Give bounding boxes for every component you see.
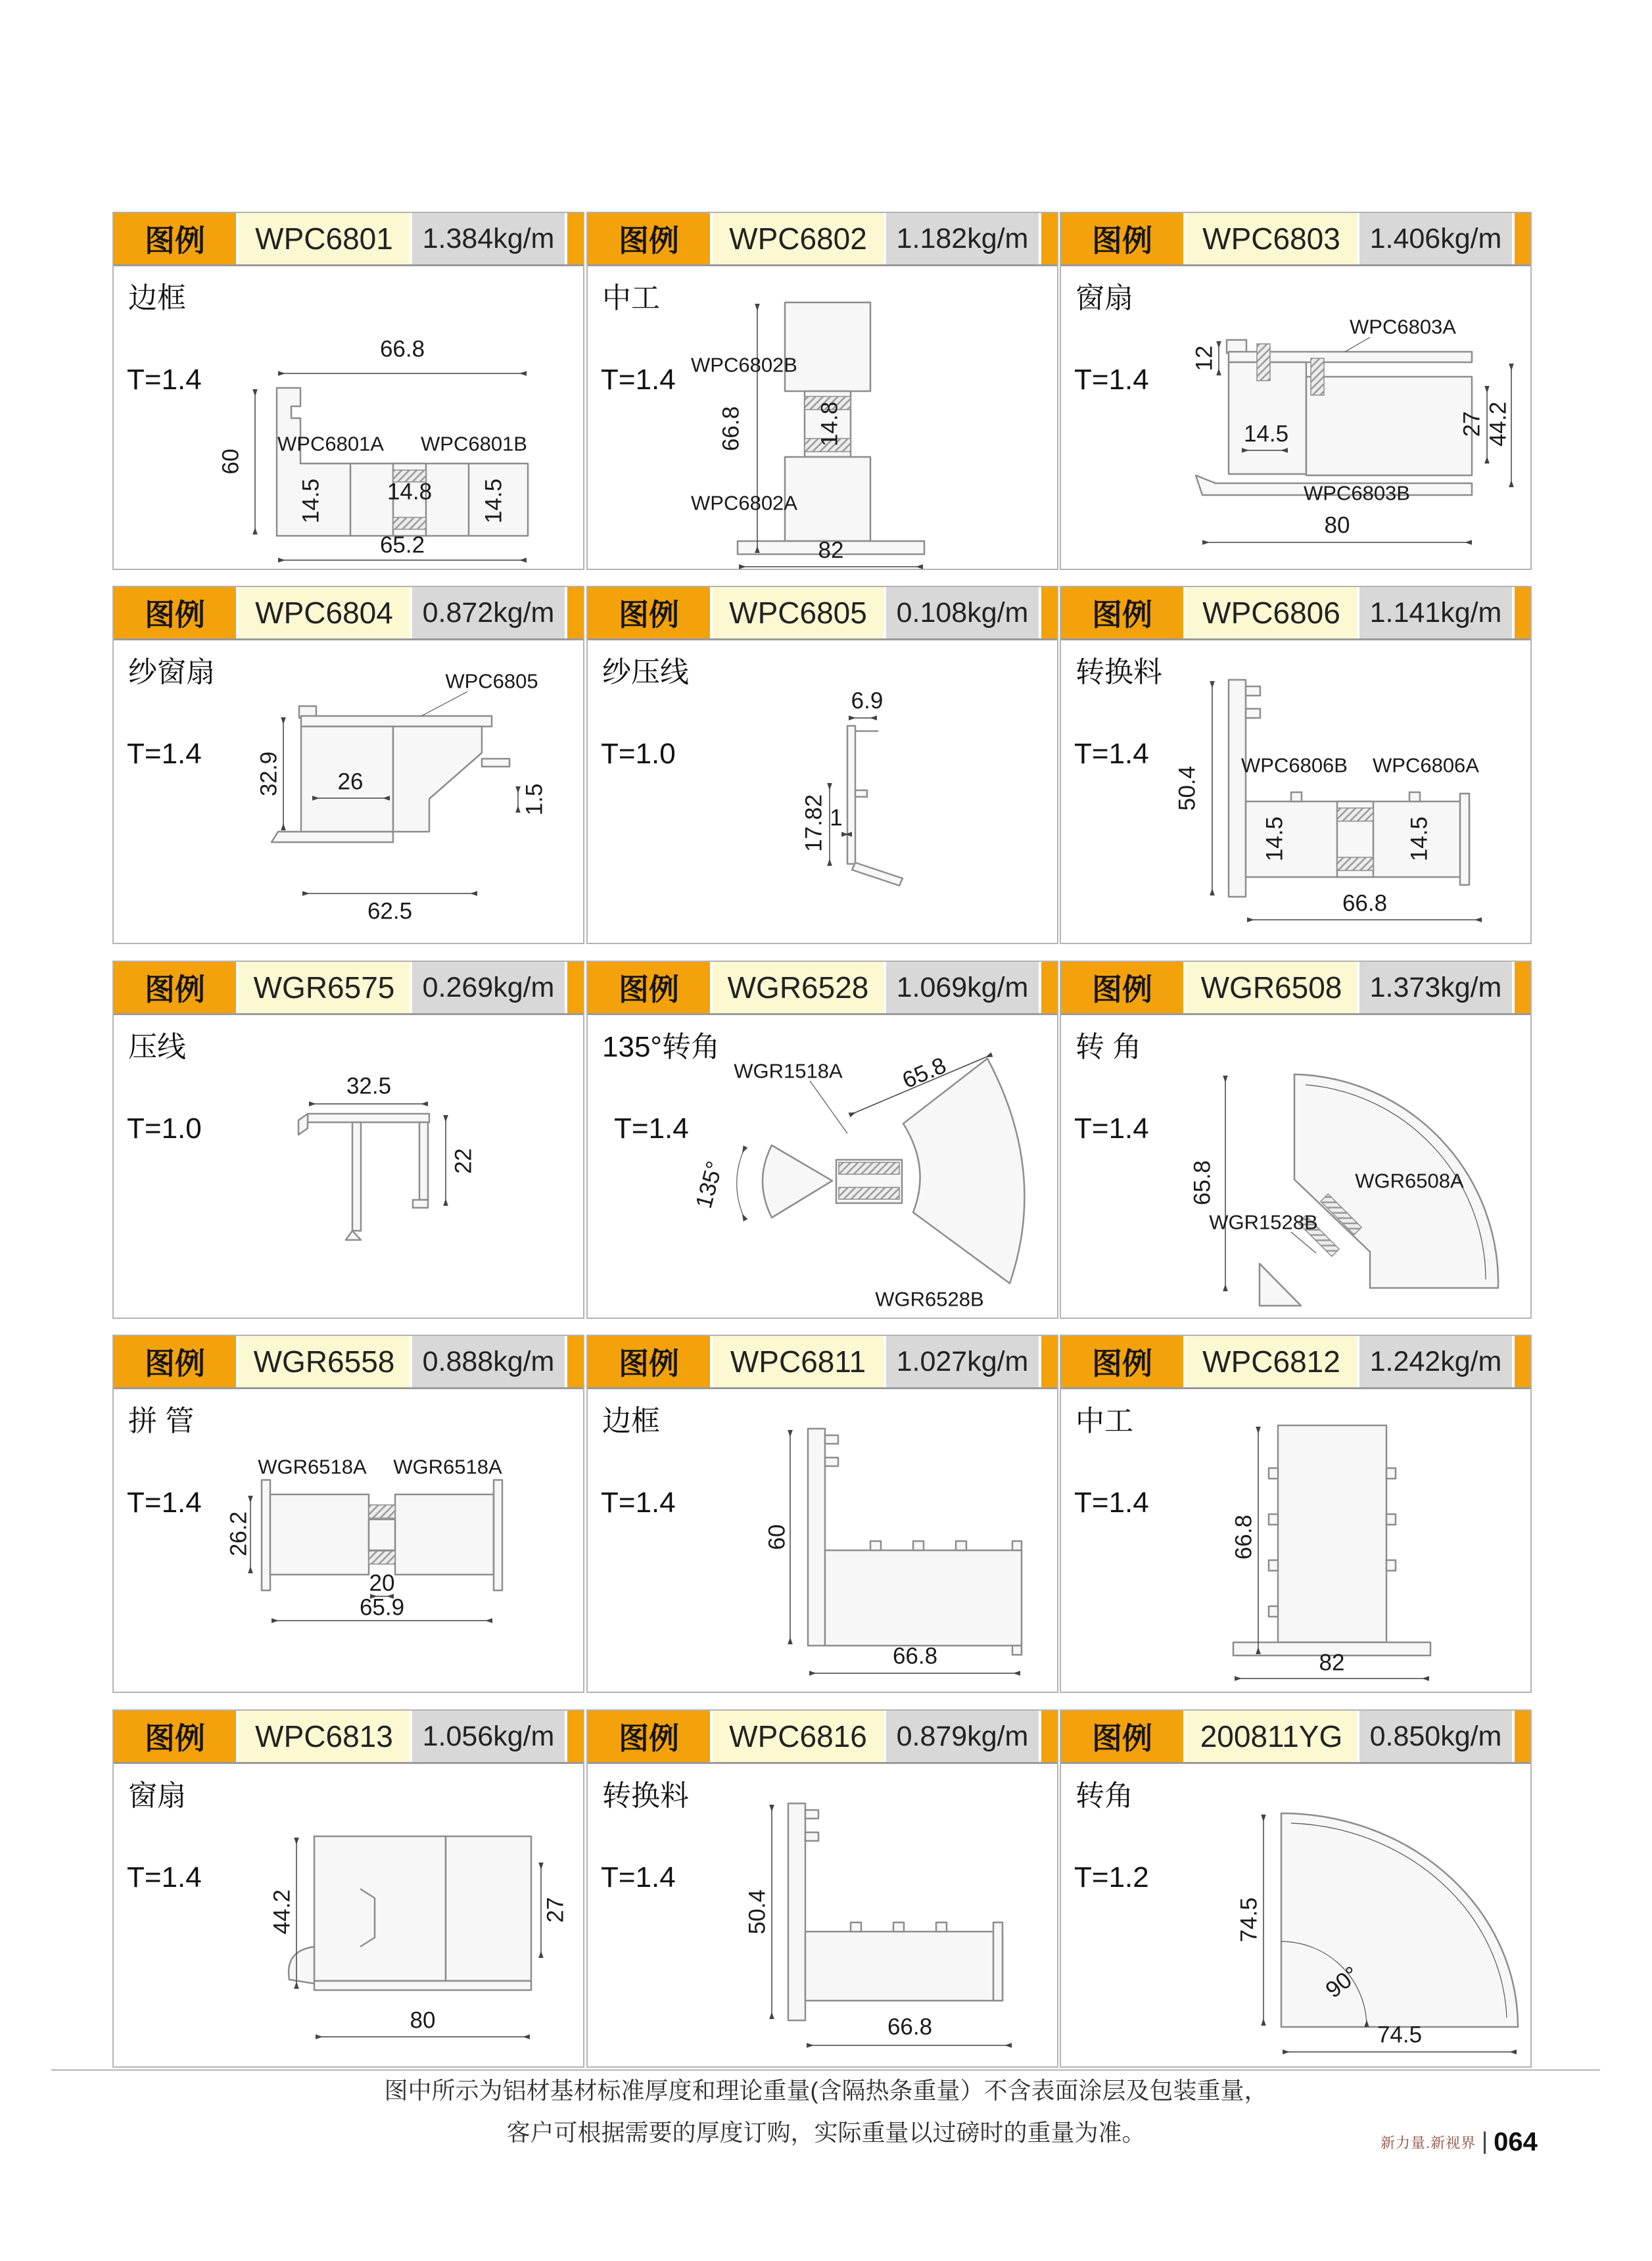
part-label-b: WGR6518A xyxy=(393,1455,502,1479)
profile-thickness: T=1.0 xyxy=(127,1112,202,1145)
dim-bottom: 66.8 xyxy=(892,1643,938,1669)
dim-height: 22 xyxy=(450,1148,477,1174)
profile-code: WPC6816 xyxy=(713,1711,884,1762)
legend-badge: 图例 xyxy=(588,1336,710,1387)
brand-divider xyxy=(1484,2131,1486,2154)
profile-weight: 1.027kg/m xyxy=(886,1336,1039,1387)
legend-badge: 图例 xyxy=(1061,1336,1183,1387)
profile-name: 中工 xyxy=(602,282,660,314)
card-body xyxy=(1061,266,1530,569)
header-accent xyxy=(1041,213,1057,264)
dim-top: 66.8 xyxy=(379,336,425,362)
legend-badge: 图例 xyxy=(588,587,710,638)
profile-name: 拼 管 xyxy=(128,1405,195,1437)
profile-weight: 1.069kg/m xyxy=(886,962,1039,1013)
header-accent xyxy=(567,1711,583,1762)
header-accent xyxy=(1041,587,1057,638)
profile-code: WGR6575 xyxy=(239,962,410,1013)
card-body xyxy=(588,266,1057,569)
profile-name: 转 角 xyxy=(1075,1031,1142,1063)
card-header xyxy=(114,962,583,1015)
header-accent xyxy=(1041,1711,1057,1762)
header-accent xyxy=(567,587,583,638)
profile-name: 窗扇 xyxy=(1075,282,1133,314)
dim-height: 17.82 xyxy=(801,794,827,852)
dim-height: 32.9 xyxy=(256,751,282,797)
dim-chamber: 14.5 xyxy=(1243,421,1289,447)
part-label-a: WPC6802B xyxy=(691,353,797,377)
profile-code: WPC6803 xyxy=(1186,213,1357,264)
dim-bottom: 66.8 xyxy=(887,2014,933,2040)
part-label-a: WPC6803A xyxy=(1350,315,1456,339)
dim-bottom: 62.5 xyxy=(367,898,413,924)
card-body xyxy=(1061,640,1530,943)
dim-height: 74.5 xyxy=(1236,1897,1262,1943)
profile-name: 中工 xyxy=(1075,1405,1133,1437)
part-label-a: WGR1518A xyxy=(734,1059,843,1083)
card-body xyxy=(114,1389,583,1692)
profile-name: 转换料 xyxy=(602,1780,689,1812)
profile-thickness: T=1.4 xyxy=(127,738,202,770)
dim-chamber1: 14.5 xyxy=(1262,816,1288,862)
dim-top: 6.9 xyxy=(851,688,884,714)
profile-code: WPC6802 xyxy=(713,213,884,264)
profile-name: 纱窗扇 xyxy=(128,656,215,688)
dim-height: 26.2 xyxy=(225,1511,252,1557)
dim-height: 60 xyxy=(218,448,244,475)
legend-badge: 图例 xyxy=(1061,213,1183,264)
profile-weight: 1.056kg/m xyxy=(412,1711,565,1762)
legend-badge: 图例 xyxy=(1061,1711,1183,1762)
profile-name: 窗扇 xyxy=(128,1780,186,1812)
dim-bottom: 66.8 xyxy=(1342,890,1388,916)
profile-name: 边框 xyxy=(128,282,186,314)
part-label-b: WGR6528B xyxy=(875,1287,984,1311)
profile-weight: 1.182kg/m xyxy=(886,213,1039,264)
profile-code: WGR6528 xyxy=(713,962,884,1013)
header-accent xyxy=(1041,1336,1057,1387)
dim-bottom: 80 xyxy=(1324,512,1350,538)
part-label-b: WPC6802A xyxy=(691,491,797,515)
dim-bottom: 65.2 xyxy=(379,532,425,558)
card-body xyxy=(1061,1389,1530,1692)
dim-height: 44.2 xyxy=(269,1889,295,1935)
dim-chamber1: 14.5 xyxy=(298,478,324,524)
legend-badge: 图例 xyxy=(588,1711,710,1762)
profile-name: 135°转角 xyxy=(602,1031,720,1063)
profile-weight: 1.141kg/m xyxy=(1359,587,1512,638)
card-header xyxy=(1061,587,1530,640)
profile-card-wgr6508 xyxy=(1060,961,1532,1319)
profile-code: WGR6508 xyxy=(1186,962,1357,1013)
profile-name: 边框 xyxy=(602,1405,660,1437)
legend-badge: 图例 xyxy=(114,213,236,264)
profile-card-wpc6806 xyxy=(1060,586,1532,944)
card-body xyxy=(588,1389,1057,1692)
legend-badge: 图例 xyxy=(1061,587,1183,638)
dim-12: 12 xyxy=(1191,345,1217,371)
dim-height: 66.8 xyxy=(718,406,744,452)
profile-weight: 0.879kg/m xyxy=(886,1711,1039,1762)
legend-badge: 图例 xyxy=(588,962,710,1013)
profile-thickness: T=1.4 xyxy=(614,1112,689,1145)
profile-card-wpc6802 xyxy=(586,212,1058,570)
card-body xyxy=(588,640,1057,943)
dim-bottom: 65.9 xyxy=(359,1594,405,1621)
profile-weight: 1.406kg/m xyxy=(1359,213,1512,264)
profile-card-wpc6811 xyxy=(586,1335,1058,1693)
header-accent xyxy=(567,213,583,264)
profile-thickness: T=1.4 xyxy=(1074,1487,1149,1519)
profile-code: 200811YG xyxy=(1186,1711,1357,1762)
part-label-a: WPC6805 xyxy=(445,669,538,693)
dim-chamber: 14.8 xyxy=(816,401,843,447)
profile-card-wpc6803 xyxy=(1060,212,1532,570)
part-label-a: WPC6806B xyxy=(1241,753,1348,777)
profile-thickness: T=1.4 xyxy=(127,1861,202,1893)
footer-note-line2: 客户可根据需要的厚度订购，实际重量以过磅时的重量为准。 xyxy=(506,2119,1146,2146)
profile-thickness: T=1.0 xyxy=(601,738,676,770)
profile-thickness: T=1.4 xyxy=(127,364,202,396)
profile-code: WPC6812 xyxy=(1186,1336,1357,1387)
dim-top: 32.5 xyxy=(346,1073,392,1099)
card-header xyxy=(588,1711,1057,1764)
profile-card-wpc6812 xyxy=(1060,1335,1532,1693)
footer-note-line1: 图中所示为铝材基材标准厚度和理论重量(含隔热条重量）不含表面涂层及包装重量， xyxy=(384,2077,1268,2104)
profile-name: 转角 xyxy=(1075,1780,1133,1812)
legend-badge: 图例 xyxy=(588,213,710,264)
profile-card-wpc6804 xyxy=(112,586,584,944)
profile-thickness: T=1.4 xyxy=(1074,364,1149,396)
header-accent xyxy=(567,1336,583,1387)
card-header xyxy=(588,962,1057,1015)
profile-thickness: T=1.4 xyxy=(601,364,676,396)
dim-chamber: 20 xyxy=(369,1570,395,1596)
profile-code: WPC6804 xyxy=(239,587,410,638)
part-label-b: WPC6801B xyxy=(421,432,527,456)
header-accent xyxy=(1515,213,1530,264)
profile-weight: 0.872kg/m xyxy=(412,587,565,638)
footer-divider xyxy=(51,2069,1600,2071)
profile-thickness: T=1.2 xyxy=(1074,1861,1149,1893)
profile-thickness: T=1.4 xyxy=(1074,1112,1149,1145)
dim-bottom: 74.5 xyxy=(1377,2022,1423,2048)
dim-length: 65.8 xyxy=(899,1052,950,1094)
profile-thickness: T=1.4 xyxy=(1074,738,1149,770)
card-header xyxy=(114,587,583,640)
profile-card-wgr6528 xyxy=(586,961,1058,1319)
profile-thickness: T=1.4 xyxy=(127,1487,202,1519)
card-header xyxy=(114,1711,583,1764)
profile-weight: 1.384kg/m xyxy=(412,213,565,264)
dim-chamber2: 14.5 xyxy=(1406,816,1432,862)
header-accent xyxy=(1515,962,1530,1013)
dim-27: 27 xyxy=(542,1897,569,1923)
profile-name: 压线 xyxy=(128,1031,186,1063)
header-accent xyxy=(1515,1336,1530,1387)
legend-badge: 图例 xyxy=(1061,962,1183,1013)
legend-badge: 图例 xyxy=(114,962,236,1013)
profile-name: 转换料 xyxy=(1075,656,1162,688)
card-header xyxy=(1061,1711,1530,1764)
profile-card-wgr6575 xyxy=(112,961,584,1319)
card-body xyxy=(1061,1015,1530,1318)
profile-card-200811yg xyxy=(1060,1709,1532,2068)
profile-thickness: T=1.4 xyxy=(601,1487,676,1519)
dim-height: 66.8 xyxy=(1231,1514,1257,1560)
card-body xyxy=(1061,1764,1530,2066)
dim-height: 44.2 xyxy=(1485,401,1511,447)
dim-bottom: 82 xyxy=(1319,1650,1345,1676)
profile-code: WPC6813 xyxy=(239,1711,410,1762)
card-header xyxy=(1061,213,1530,266)
profile-card-wpc6813 xyxy=(112,1709,584,2068)
dim-height: 60 xyxy=(764,1524,790,1550)
profile-card-wgr6558 xyxy=(112,1335,584,1693)
dim-chamber2: 14.8 xyxy=(387,479,433,505)
dim-1: 1 xyxy=(830,805,843,831)
part-label-a: WGR6518A xyxy=(258,1455,367,1479)
dim-angle: 135° xyxy=(690,1158,728,1212)
header-accent xyxy=(567,962,583,1013)
dim-chamber3: 14.5 xyxy=(481,478,507,524)
part-label-b: WPC6806A xyxy=(1373,753,1479,777)
part-label-a: WPC6801A xyxy=(277,432,384,456)
page-number: 064 xyxy=(1494,2128,1538,2156)
dim-height: 50.4 xyxy=(744,1889,770,1935)
brand-tagline: 新力量.新视界 xyxy=(1381,2135,1476,2151)
profile-card-wpc6816 xyxy=(586,1709,1058,2068)
profile-weight: 0.269kg/m xyxy=(412,962,565,1013)
legend-badge: 图例 xyxy=(114,1336,236,1387)
page-footer-brand xyxy=(1381,2128,1538,2157)
legend-badge: 图例 xyxy=(114,1711,236,1762)
profile-thickness: T=1.4 xyxy=(601,1861,676,1893)
profile-code: WPC6801 xyxy=(239,213,410,264)
card-header xyxy=(114,1336,583,1389)
dim-height: 65.8 xyxy=(1189,1160,1215,1206)
dim-angle: 90° xyxy=(1321,1961,1364,2003)
card-body xyxy=(588,1015,1057,1318)
profile-card-wpc6805 xyxy=(586,586,1058,944)
header-accent xyxy=(1515,1711,1530,1762)
profile-weight: 1.373kg/m xyxy=(1359,962,1512,1013)
card-body xyxy=(114,1015,583,1318)
dim-1-5: 1.5 xyxy=(521,783,548,816)
card-header xyxy=(1061,962,1530,1015)
dim-bottom: 82 xyxy=(818,537,844,563)
card-header xyxy=(588,1336,1057,1389)
part-label-b: WPC6803B xyxy=(1304,481,1410,505)
card-header xyxy=(114,213,583,266)
profile-weight: 0.108kg/m xyxy=(886,587,1039,638)
dim-height: 50.4 xyxy=(1174,765,1200,811)
profile-weight: 0.888kg/m xyxy=(412,1336,565,1387)
part-label-a: WGR6508A xyxy=(1355,1169,1464,1193)
dim-chamber: 26 xyxy=(337,769,364,795)
profile-code: WPC6806 xyxy=(1186,587,1357,638)
legend-badge: 图例 xyxy=(114,587,236,638)
card-header xyxy=(1061,1336,1530,1389)
profile-card-wpc6801 xyxy=(112,212,584,570)
profile-code: WPC6811 xyxy=(713,1336,884,1387)
card-header xyxy=(588,587,1057,640)
profile-code: WPC6805 xyxy=(713,587,884,638)
card-body xyxy=(588,1764,1057,2066)
profile-name: 纱压线 xyxy=(602,656,689,688)
profile-weight: 1.242kg/m xyxy=(1359,1336,1512,1387)
card-body xyxy=(114,1764,583,2066)
header-accent xyxy=(1041,962,1057,1013)
profile-weight: 0.850kg/m xyxy=(1359,1711,1512,1762)
card-body xyxy=(114,266,583,569)
profile-code: WGR6558 xyxy=(239,1336,410,1387)
header-accent xyxy=(1515,587,1530,638)
part-label-b: WGR1528B xyxy=(1209,1210,1318,1234)
dim-27: 27 xyxy=(1459,411,1485,437)
card-body xyxy=(114,640,583,943)
dim-bottom: 80 xyxy=(410,2007,436,2034)
card-header xyxy=(588,213,1057,266)
